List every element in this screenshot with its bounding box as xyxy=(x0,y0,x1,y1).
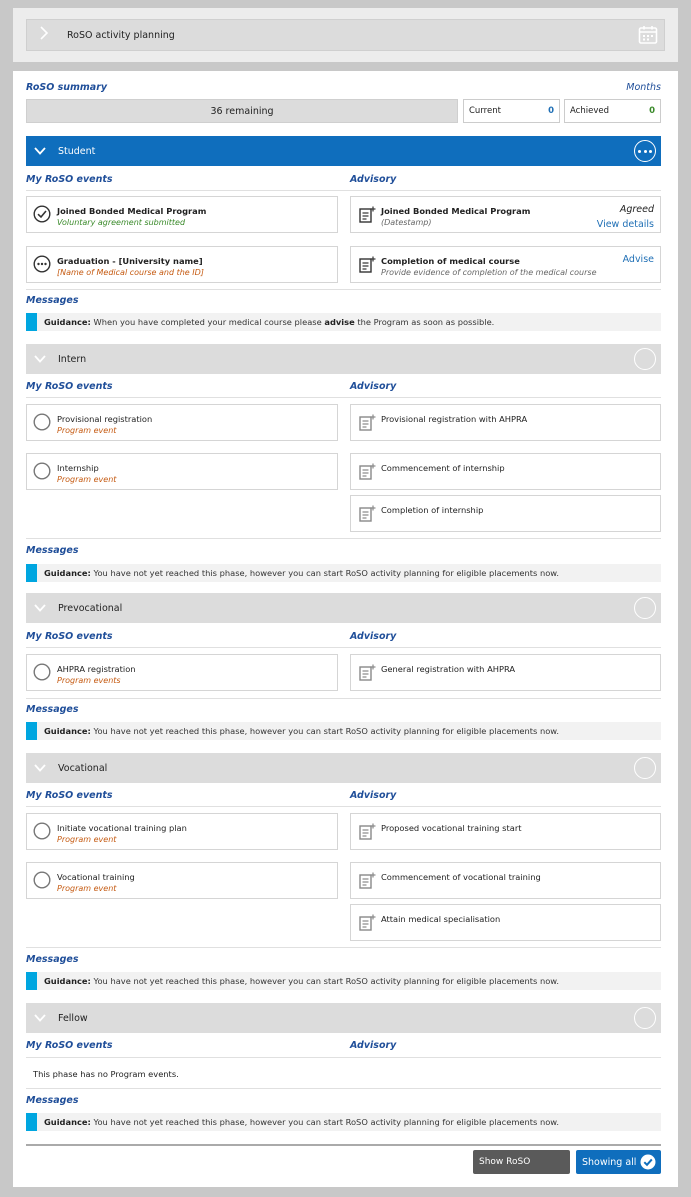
check-circle-icon xyxy=(640,1154,656,1170)
advisory-title: Commencement of vocational training xyxy=(381,872,541,882)
advise-link[interactable]: Advise xyxy=(622,254,654,265)
view-details-link[interactable]: View details xyxy=(596,219,654,230)
phase-header-vocational[interactable] xyxy=(26,753,661,783)
phase-header-prevocational[interactable] xyxy=(26,593,661,623)
event-title: Vocational training xyxy=(57,872,135,882)
chevron-down-icon xyxy=(34,1011,48,1025)
footer-divider xyxy=(26,1144,661,1146)
guidance-text xyxy=(44,976,559,986)
event-title: Initiate vocational training plan xyxy=(57,823,187,833)
chevron-down-icon xyxy=(34,761,48,775)
phase-name: Fellow xyxy=(58,1012,88,1024)
divider xyxy=(26,289,661,290)
phase-name: Vocational xyxy=(58,762,108,774)
advisory-label: Advisory xyxy=(350,631,397,642)
advisory-title: Completion of internship xyxy=(381,505,484,515)
remaining-bar: 36 remaining xyxy=(26,99,458,123)
add-note-icon xyxy=(359,256,376,273)
activity-planning-header[interactable] xyxy=(26,19,665,51)
advisory-card[interactable] xyxy=(350,813,661,850)
advisory-title: Attain medical specialisation xyxy=(381,914,501,924)
guidance-message xyxy=(26,722,661,740)
activity-planning-title: RoSO activity planning xyxy=(67,29,175,41)
chevron-down-icon xyxy=(34,352,48,366)
events-label: My RoSO events xyxy=(26,790,113,801)
guidance-body: You have not yet reached this phase, however you can start RoSO activity planning for eligible placements now. xyxy=(93,1117,559,1127)
achieved-stat xyxy=(564,99,661,123)
phase-name: Student xyxy=(58,145,96,157)
guidance-label: Guidance: xyxy=(44,726,91,736)
event-card[interactable] xyxy=(26,654,338,691)
advisory-card[interactable] xyxy=(350,654,661,691)
advisory-card[interactable] xyxy=(350,495,661,532)
divider xyxy=(26,1057,661,1058)
chevron-right-icon xyxy=(39,26,57,44)
event-card[interactable] xyxy=(26,404,338,441)
divider xyxy=(26,947,661,948)
guidance-body: You have not yet reached this phase, however you can start RoSO activity planning for eligible placements now. xyxy=(93,568,559,578)
guidance-label: Guidance: xyxy=(44,317,91,327)
guidance-marker xyxy=(26,564,37,582)
guidance-text-a: When you have completed your medical course please xyxy=(93,317,325,327)
showing-all-button[interactable] xyxy=(576,1150,661,1174)
roso-summary-label: RoSO summary xyxy=(26,82,108,93)
current-label: Current xyxy=(469,106,501,116)
divider xyxy=(26,538,661,539)
guidance-label: Guidance: xyxy=(44,1117,91,1127)
event-card[interactable] xyxy=(26,813,338,850)
guidance-text xyxy=(44,317,494,327)
event-subtitle: Program events xyxy=(57,676,121,685)
event-title: Provisional registration xyxy=(57,414,153,424)
advisory-title: Proposed vocational training start xyxy=(381,823,522,833)
add-note-icon xyxy=(359,463,376,480)
advisory-title: Joined Bonded Medical Program xyxy=(381,206,531,216)
phase-header-intern[interactable] xyxy=(26,344,661,374)
events-label: My RoSO events xyxy=(26,174,113,185)
phase-header-fellow[interactable] xyxy=(26,1003,661,1033)
event-title: Internship xyxy=(57,463,99,473)
current-value: 0 xyxy=(548,106,554,116)
event-card[interactable] xyxy=(26,862,338,899)
events-label: My RoSO events xyxy=(26,381,113,392)
guidance-label: Guidance: xyxy=(44,976,91,986)
guidance-message xyxy=(26,1113,661,1131)
advisory-title: Commencement of internship xyxy=(381,463,505,473)
events-label: My RoSO events xyxy=(26,1040,113,1051)
guidance-marker xyxy=(26,722,37,740)
add-note-icon xyxy=(359,206,376,223)
guidance-label: Guidance: xyxy=(44,568,91,578)
advisory-label: Advisory xyxy=(350,1040,397,1051)
status-circle-icon xyxy=(634,1007,656,1029)
status-circle-icon xyxy=(634,757,656,779)
empty-circle-icon xyxy=(33,462,51,480)
advisory-title: General registration with AHPRA xyxy=(381,664,516,674)
advisory-label: Advisory xyxy=(350,790,397,801)
advisory-label: Advisory xyxy=(350,381,397,392)
empty-circle-icon xyxy=(33,413,51,431)
advisory-status: Agreed xyxy=(619,204,654,215)
advisory-card[interactable] xyxy=(350,196,661,233)
guidance-text xyxy=(44,726,559,736)
advisory-title: Completion of medical course xyxy=(381,256,520,266)
advisory-card[interactable] xyxy=(350,246,661,283)
advisory-subtitle: (Datestamp) xyxy=(381,218,432,227)
achieved-value: 0 xyxy=(649,106,655,116)
event-subtitle: Program event xyxy=(57,884,117,893)
showing-all-label: Showing all xyxy=(582,1156,637,1168)
divider xyxy=(26,190,661,191)
status-circle-icon xyxy=(634,597,656,619)
event-title: Joined Bonded Medical Program xyxy=(57,206,207,216)
event-card[interactable] xyxy=(26,246,338,283)
empty-circle-icon xyxy=(33,663,51,681)
pending-circle-icon xyxy=(33,255,51,273)
event-title: Graduation - [University name] xyxy=(57,256,203,266)
current-stat xyxy=(463,99,560,123)
guidance-text-c: the Program as soon as possible. xyxy=(354,317,495,327)
advisory-subtitle: Provide evidence of completion of the medical course xyxy=(381,268,597,277)
divider xyxy=(26,397,661,398)
roso-main-panel xyxy=(13,71,678,1187)
guidance-marker xyxy=(26,1113,37,1131)
guidance-marker xyxy=(26,313,37,331)
guidance-message xyxy=(26,313,661,331)
divider xyxy=(26,698,661,699)
event-subtitle: Program event xyxy=(57,426,117,435)
divider xyxy=(26,1088,661,1089)
advisory-card[interactable] xyxy=(350,453,661,490)
advisory-card[interactable] xyxy=(350,904,661,941)
check-circle-icon xyxy=(33,205,51,223)
no-events-text: This phase has no Program events. xyxy=(33,1069,179,1079)
advisory-title: Provisional registration with AHPRA xyxy=(381,414,528,424)
phase-name: Prevocational xyxy=(58,602,123,614)
status-circle-icon xyxy=(634,348,656,370)
event-card[interactable] xyxy=(26,196,338,233)
guidance-message xyxy=(26,564,661,582)
guidance-marker xyxy=(26,972,37,990)
chevron-down-icon xyxy=(34,601,48,615)
events-label: My RoSO events xyxy=(26,631,113,642)
event-card[interactable] xyxy=(26,453,338,490)
add-note-icon xyxy=(359,414,376,431)
divider xyxy=(26,647,661,648)
chevron-down-icon xyxy=(34,144,48,158)
event-subtitle: Voluntary agreement submitted xyxy=(57,218,186,227)
messages-label: Messages xyxy=(26,704,79,715)
phase-header-student[interactable] xyxy=(26,136,661,166)
advisory-card[interactable] xyxy=(350,862,661,899)
calendar-icon[interactable] xyxy=(638,25,658,45)
guidance-body: You have not yet reached this phase, however you can start RoSO activity planning for eligible placements now. xyxy=(93,726,559,736)
more-options-icon[interactable] xyxy=(634,140,656,162)
event-title: AHPRA registration xyxy=(57,664,136,674)
add-note-icon xyxy=(359,872,376,889)
divider xyxy=(26,806,661,807)
advisory-label: Advisory xyxy=(350,174,397,185)
add-note-icon xyxy=(359,664,376,681)
guidance-text xyxy=(44,568,559,578)
event-subtitle: [Name of Medical course and the ID] xyxy=(57,268,204,277)
messages-label: Messages xyxy=(26,954,79,965)
add-note-icon xyxy=(359,505,376,522)
messages-label: Messages xyxy=(26,545,79,556)
add-note-icon xyxy=(359,914,376,931)
messages-label: Messages xyxy=(26,1095,79,1106)
empty-circle-icon xyxy=(33,822,51,840)
event-subtitle: Program event xyxy=(57,835,117,844)
add-note-icon xyxy=(359,823,376,840)
months-label: Months xyxy=(626,82,661,93)
guidance-message xyxy=(26,972,661,990)
phase-name: Intern xyxy=(58,353,87,365)
activity-planning-panel xyxy=(13,8,678,62)
guidance-body: You have not yet reached this phase, however you can start RoSO activity planning for eligible placements now. xyxy=(93,976,559,986)
advisory-card[interactable] xyxy=(350,404,661,441)
achieved-label: Achieved xyxy=(570,106,609,116)
guidance-advise-emphasis: advise xyxy=(324,317,355,327)
messages-label: Messages xyxy=(26,295,79,306)
guidance-text xyxy=(44,1117,559,1127)
event-subtitle: Program event xyxy=(57,475,117,484)
show-roso-button[interactable]: Show RoSO xyxy=(473,1150,570,1174)
empty-circle-icon xyxy=(33,871,51,889)
